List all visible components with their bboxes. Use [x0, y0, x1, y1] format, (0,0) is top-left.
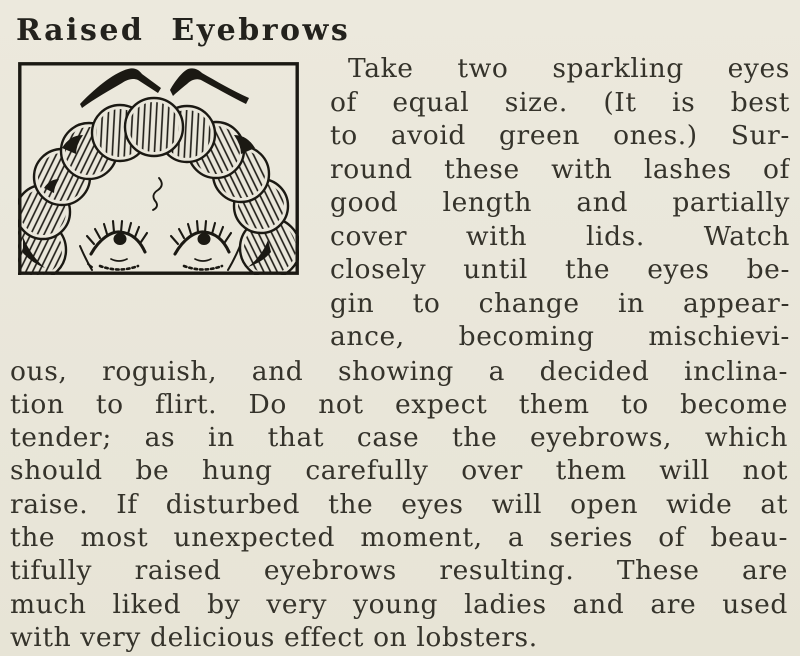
text-line: much liked by very young ladies and are used: [10, 588, 788, 620]
text-line: Take two sparkling eyes: [348, 53, 790, 84]
text-line: ance, becoming mischievi-: [330, 321, 790, 352]
text-line: gin to change in appear-: [330, 287, 790, 319]
left-eye-drawing: [87, 221, 147, 270]
text-line: should be hung carefully over them will not: [10, 455, 788, 487]
text-line: of equal size. (It is best: [330, 86, 790, 118]
text-line: to avoid green ones.) Sur-: [330, 120, 790, 151]
text-line: round these with lashes of: [330, 153, 790, 185]
forehead-curl-drawing: [153, 178, 162, 210]
right-cheek-line: [228, 246, 240, 270]
text-line: closely until the eyes be-: [330, 254, 790, 285]
full-width-text-block: [0, 355, 800, 655]
figure-and-wrapped-text-section: [0, 52, 800, 354]
wrapped-text-column: [330, 52, 800, 354]
text-line: ous, roguish, and showing a decided inclina-: [10, 355, 788, 387]
text-line: with very delicious effect on lobsters.: [10, 621, 538, 653]
text-line: tender; as in that case the eyebrows, which: [10, 422, 788, 454]
page-title: Raised Eyebrows: [16, 13, 351, 48]
figure-container: [0, 52, 330, 354]
text-line: good length and partially: [330, 187, 790, 218]
head-illustration: [18, 62, 299, 275]
text-line: tifully raised eyebrows resulting. These are: [10, 555, 788, 587]
right-eye-drawing: [171, 221, 231, 270]
text-line: cover with lids. Watch: [330, 220, 790, 252]
text-line: the most unexpected moment, a series of beau-: [10, 521, 788, 553]
text-line: raise. If disturbed the eyes will open wide at: [10, 488, 788, 520]
curly-hair-drawing: [18, 98, 299, 275]
text-line: tion to flirt. Do not expect them to become: [10, 388, 788, 420]
